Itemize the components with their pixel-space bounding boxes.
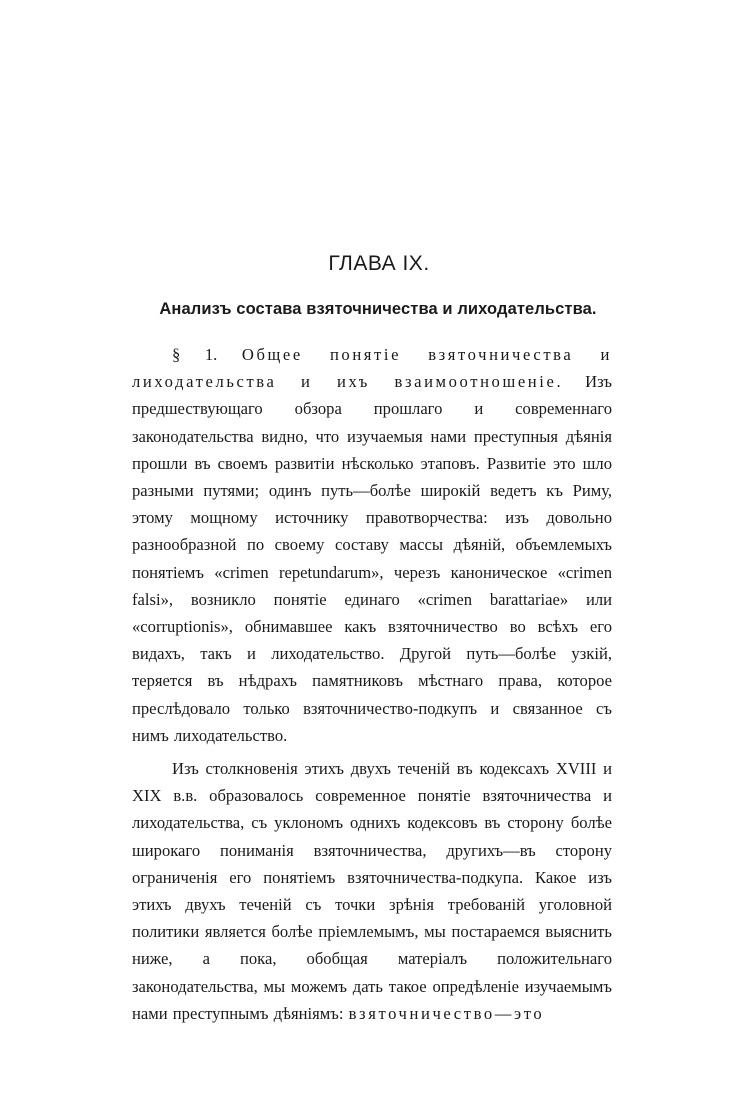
paragraph-1 bbox=[132, 341, 612, 749]
paragraph-2-trailing: взяточничество—это bbox=[348, 1003, 545, 1023]
section-heading: Общее понятіе взяточничества и лиходательства и ихъ взаимоотношеніе. bbox=[132, 345, 612, 392]
paragraph-1-text: Изъ предшествующаго обзора прошлаго и современнаго законодательства видно, что изучаемыя нами преступныя дѣянія прошли въ своемъ развитіи нѣсколько этаповъ. Развитіе это шло разными путями; одинъ путь—болѣе широкій ведетъ къ Риму, этому мощному источнику правотворчества: изъ довольно разнообразной по своему составу массы дѣяній, объемлемыхъ понятіемъ «crimen repetundarum», черезъ каноническое «crimen falsi», возникло понятіе единаго «crimen barattariae» или «corruptionis», обнимавшее какъ взяточничество во всѣхъ его видахъ, такъ и лиходательство. Другой путь—болѣе узкій, теряется въ нѣдрахъ памятниковъ мѣстнаго права, которое преслѣдовало только взяточничество-подкупъ и связанное съ нимъ лиходательство. bbox=[132, 372, 612, 745]
page-content bbox=[132, 252, 612, 1033]
chapter-title: ГЛАВА IX. bbox=[328, 252, 430, 275]
paragraph-2 bbox=[132, 755, 612, 1027]
paragraph-2-text: Изъ столкновенія этихъ двухъ теченій въ кодексахъ XVIII и XIX в.в. образовалось современное понятіе взяточничества и лиходательства, съ уклономъ однихъ кодексовъ въ сторону болѣе широкаго пониманія взяточничества, другихъ—въ сторону ограниченія его понятіемъ взяточничества-подкупа. Какое изъ этихъ двухъ теченій съ точки зрѣнія требованій уголовной политики является болѣе пріемлемымъ, мы постараемся выяснить ниже, а пока, обобщая матеріалъ положительнаго законодательства, мы можемъ дать такое опредѣленіе изучаемымъ нами преступнымъ дѣяніямъ: bbox=[132, 759, 612, 1023]
section-mark: § 1. bbox=[172, 345, 218, 364]
chapter-subtitle: Анализъ состава взяточничества и лиходательства. bbox=[159, 300, 597, 318]
